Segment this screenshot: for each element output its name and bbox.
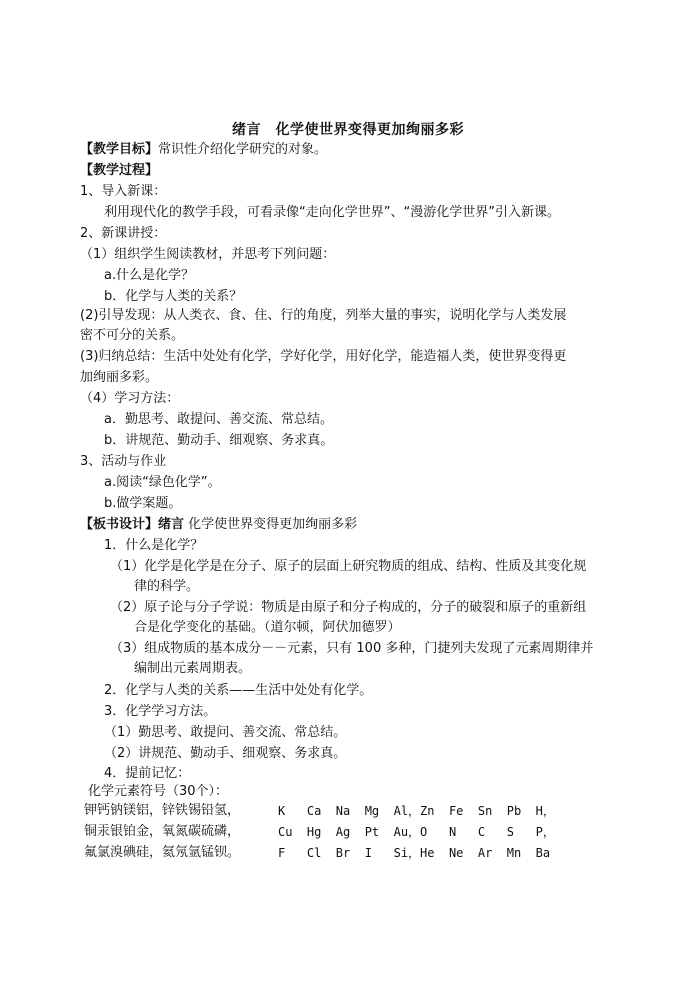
- goal-line: [80, 140, 327, 160]
- board-title-bold: 绪言: [158, 517, 185, 532]
- section-1-heading: 1、导入新课：: [80, 184, 167, 199]
- board-q2: 2．化学与人类的关系——生活中处处有化学。: [104, 683, 373, 698]
- section-2-point-3-line-1: (3)归纳总结：生活中处处有化学，学好化学，用好化学，能造福人类，使世界变得更: [80, 349, 567, 364]
- section-2-point-3-line-2: 加绚丽多彩。: [80, 370, 159, 385]
- section-2-heading: 2、新课讲授：: [80, 226, 167, 241]
- element-mnemonic-row-3: 氟氯溴碘硅，氦氖氩锰钡。: [84, 845, 241, 860]
- board-q1-1-line-2: 律的科学。: [134, 579, 200, 594]
- goal-label: 【教学目标】: [80, 142, 159, 157]
- section-2-point-1a: a.什么是化学？: [104, 268, 195, 283]
- section-3-heading: 3、活动与作业: [80, 454, 167, 469]
- element-symbols-row-3: F Cl Br I Si，He Ne Ar Mn Ba: [278, 846, 551, 860]
- board-design-heading: [80, 515, 357, 535]
- section-3-item-a: a.阅读“绿色化学”。: [104, 475, 221, 490]
- board-q1-1-line-1: （1）化学是化学是在分子、原子的层面上研究物质的组成、结构、性质及其变化规: [110, 559, 587, 574]
- board-q3-1: （1）勤思考、敢提问、善交流、常总结。: [104, 725, 347, 740]
- board-q4: 4．提前记忆：: [104, 766, 191, 781]
- page-title: 绪言 化学使世界变得更加绚丽多彩: [232, 122, 464, 138]
- section-2-point-2-line-2: 密不可分的关系。: [80, 328, 185, 343]
- section-2-point-4b: b．讲规范、勤动手、细观察、务求真。: [104, 433, 334, 448]
- section-3-item-b: b.做学案题。: [104, 496, 182, 511]
- board-q1: 1．什么是化学？: [104, 538, 204, 553]
- section-2-point-2-line-1: (2)引导发现：从人类衣、食、住、行的角度，列举大量的事实，说明化学与人类发展: [80, 308, 567, 323]
- section-2-point-4a: a．勤思考、敢提问、善交流、常总结。: [104, 412, 333, 427]
- board-title-rest: 化学使世界变得更加绚丽多彩: [184, 517, 358, 532]
- section-1-body: 利用现代化的教学手段，可看录像“走向化学世界”、“漫游化学世界”引入新课。: [104, 205, 560, 220]
- board-q1-3-line-1: （3）组成物质的基本成分－－元素，只有 100 多种，门捷列夫发现了元素周期律并: [110, 641, 594, 656]
- element-mnemonic-row-2: 铜汞银铂金，氧氮碳硫磷，: [84, 824, 241, 839]
- element-mnemonic-row-1: 钾钙钠镁铝，锌铁锡铅氢，: [84, 803, 241, 818]
- element-symbols-row-2: Cu Hg Ag Pt Au，O N C S P，: [278, 825, 555, 839]
- section-2-point-4: （4）学习方法：: [80, 391, 180, 406]
- process-label: 【教学过程】: [80, 163, 159, 178]
- elements-heading: 化学元素符号（30个）：: [88, 784, 229, 799]
- board-q1-3-line-2: 编制出元素周期表。: [134, 661, 252, 676]
- board-q1-2-line-2: 合是化学变化的基础。（道尔顿，阿伏加德罗）: [134, 620, 401, 635]
- goal-text: 常识性介绍化学研究的对象。: [158, 142, 328, 157]
- board-q1-2-line-1: （2）原子论与分子学说：物质是由原子和分子构成的，分子的破裂和原子的重新组: [110, 600, 587, 615]
- board-q3: 3．化学学习方法。: [104, 704, 217, 719]
- board-label: 【板书设计】: [80, 517, 159, 532]
- board-q3-2: （2）讲规范、勤动手、细观察、务求真。: [104, 746, 347, 761]
- section-2-point-1b: b．化学与人类的关系？: [104, 289, 243, 304]
- section-2-point-1: （1）组织学生阅读教材，并思考下列问题：: [80, 247, 336, 262]
- element-symbols-row-1: K Ca Na Mg Al，Zn Fe Sn Pb H，: [278, 804, 555, 818]
